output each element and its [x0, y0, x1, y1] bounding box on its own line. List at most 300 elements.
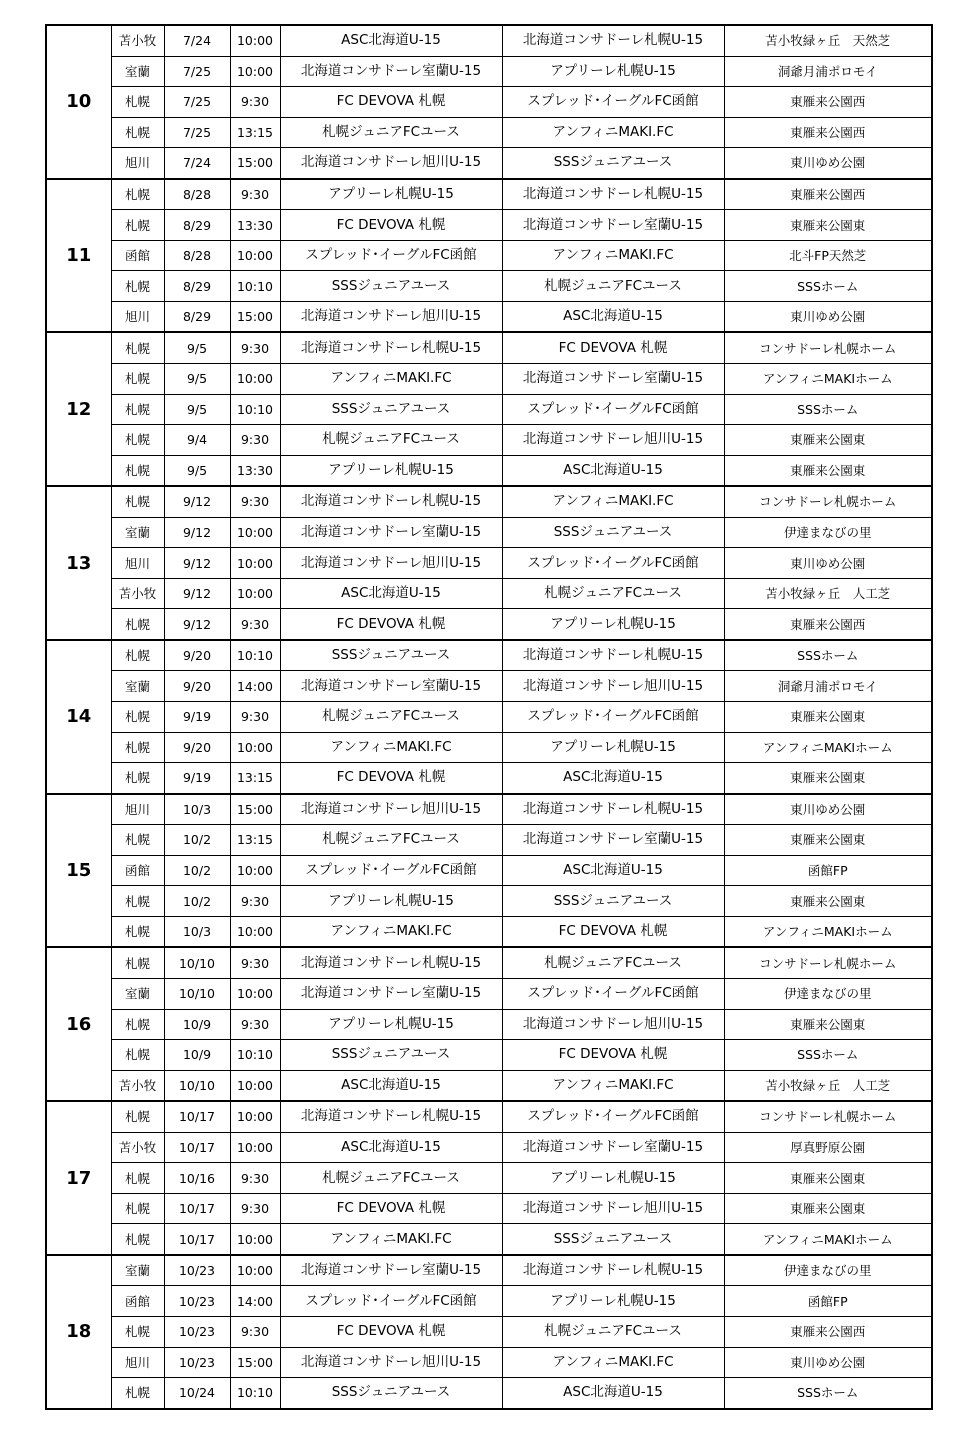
match-date: 10/17: [164, 1132, 230, 1163]
table-row: [46, 301, 932, 332]
area: 札幌: [111, 1040, 164, 1071]
away-team: 北海道コンサドーレ札幌U-15: [502, 25, 724, 56]
area: 札幌: [111, 609, 164, 640]
area: 札幌: [111, 1163, 164, 1194]
match-date: 8/29: [164, 301, 230, 332]
area: 札幌: [111, 87, 164, 118]
away-team: アプリーレ札幌U-15: [502, 609, 724, 640]
table-row: [46, 240, 932, 271]
away-team: 北海道コンサドーレ室蘭U-15: [502, 1132, 724, 1163]
away-team: アプリーレ札幌U-15: [502, 56, 724, 87]
home-team: 北海道コンサドーレ室蘭U-15: [280, 56, 502, 87]
match-date: 10/23: [164, 1347, 230, 1378]
away-team: 北海道コンサドーレ室蘭U-15: [502, 210, 724, 241]
kickoff-time: 10:00: [230, 1070, 280, 1101]
kickoff-time: 9:30: [230, 1163, 280, 1194]
table-row: [46, 1101, 932, 1132]
venue: 東川ゆめ公園: [724, 148, 932, 179]
match-date: 10/24: [164, 1378, 230, 1409]
venue: 北斗FP天然芝: [724, 240, 932, 271]
venue: 東川ゆめ公園: [724, 301, 932, 332]
home-team: SSSジュニアユース: [280, 271, 502, 302]
area: 函館: [111, 240, 164, 271]
match-date: 7/25: [164, 117, 230, 148]
match-date: 10/2: [164, 886, 230, 917]
table-row: [46, 1009, 932, 1040]
area: 札幌: [111, 1378, 164, 1409]
away-team: 北海道コンサドーレ旭川U-15: [502, 671, 724, 702]
venue: 東雁来公園東: [724, 825, 932, 856]
kickoff-time: 15:00: [230, 148, 280, 179]
venue: 苫小牧緑ヶ丘 人工芝: [724, 578, 932, 609]
match-date: 9/20: [164, 640, 230, 671]
away-team: SSSジュニアユース: [502, 1224, 724, 1255]
venue: 東雁来公園西: [724, 609, 932, 640]
home-team: 北海道コンサドーレ札幌U-15: [280, 486, 502, 517]
venue: コンサドーレ札幌ホーム: [724, 1101, 932, 1132]
home-team: スプレッド･イーグルFC函館: [280, 1286, 502, 1317]
area: 札幌: [111, 210, 164, 241]
venue: SSSホーム: [724, 271, 932, 302]
area: 札幌: [111, 179, 164, 210]
kickoff-time: 10:00: [230, 978, 280, 1009]
area: 函館: [111, 855, 164, 886]
away-team: ASC北海道U-15: [502, 1378, 724, 1409]
venue: SSSホーム: [724, 394, 932, 425]
home-team: アンフィニMAKI.FC: [280, 1224, 502, 1255]
match-date: 9/5: [164, 394, 230, 425]
table-row: [46, 855, 932, 886]
kickoff-time: 10:10: [230, 394, 280, 425]
kickoff-time: 10:10: [230, 1378, 280, 1409]
match-date: 10/10: [164, 947, 230, 978]
home-team: 北海道コンサドーレ室蘭U-15: [280, 517, 502, 548]
kickoff-time: 10:00: [230, 1101, 280, 1132]
kickoff-time: 15:00: [230, 794, 280, 825]
table-row: [46, 578, 932, 609]
away-team: 北海道コンサドーレ室蘭U-15: [502, 825, 724, 856]
away-team: アンフィニMAKI.FC: [502, 240, 724, 271]
venue: 函館FP: [724, 1286, 932, 1317]
away-team: SSSジュニアユース: [502, 148, 724, 179]
kickoff-time: 13:30: [230, 210, 280, 241]
home-team: 北海道コンサドーレ室蘭U-15: [280, 671, 502, 702]
area: 札幌: [111, 640, 164, 671]
home-team: 札幌ジュニアFCユース: [280, 702, 502, 733]
home-team: スプレッド･イーグルFC函館: [280, 855, 502, 886]
away-team: アプリーレ札幌U-15: [502, 1163, 724, 1194]
area: 旭川: [111, 794, 164, 825]
kickoff-time: 13:15: [230, 825, 280, 856]
venue: 東雁来公園西: [724, 1316, 932, 1347]
kickoff-time: 9:30: [230, 702, 280, 733]
home-team: アンフィニMAKI.FC: [280, 916, 502, 947]
kickoff-time: 9:30: [230, 179, 280, 210]
home-team: 北海道コンサドーレ旭川U-15: [280, 301, 502, 332]
table-row: [46, 271, 932, 302]
match-date: 10/2: [164, 825, 230, 856]
match-date: 9/12: [164, 517, 230, 548]
table-row: [46, 1040, 932, 1071]
match-date: 10/23: [164, 1316, 230, 1347]
kickoff-time: 10:00: [230, 578, 280, 609]
area: 苫小牧: [111, 578, 164, 609]
area: 札幌: [111, 886, 164, 917]
kickoff-time: 10:00: [230, 240, 280, 271]
table-row: [46, 455, 932, 486]
area: 札幌: [111, 1009, 164, 1040]
area: 札幌: [111, 732, 164, 763]
area: 苫小牧: [111, 1132, 164, 1163]
home-team: SSSジュニアユース: [280, 1378, 502, 1409]
home-team: FC DEVOVA 札幌: [280, 87, 502, 118]
away-team: ASC北海道U-15: [502, 301, 724, 332]
table-row: [46, 1224, 932, 1255]
kickoff-time: 10:00: [230, 916, 280, 947]
table-row: [46, 117, 932, 148]
table-row: [46, 179, 932, 210]
home-team: スプレッド･イーグルFC函館: [280, 240, 502, 271]
table-row: [46, 825, 932, 856]
kickoff-time: 14:00: [230, 671, 280, 702]
table-row: [46, 425, 932, 456]
kickoff-time: 10:00: [230, 732, 280, 763]
venue: 苫小牧緑ヶ丘 人工芝: [724, 1070, 932, 1101]
table-row: [46, 794, 932, 825]
home-team: アプリーレ札幌U-15: [280, 1009, 502, 1040]
match-date: 10/10: [164, 978, 230, 1009]
area: 札幌: [111, 1101, 164, 1132]
area: 室蘭: [111, 671, 164, 702]
table-row: [46, 56, 932, 87]
home-team: 北海道コンサドーレ室蘭U-15: [280, 978, 502, 1009]
match-date: 9/12: [164, 548, 230, 579]
area: 札幌: [111, 425, 164, 456]
home-team: アンフィニMAKI.FC: [280, 364, 502, 395]
table-row: [46, 671, 932, 702]
table-row: [46, 148, 932, 179]
table-row: [46, 394, 932, 425]
kickoff-time: 9:30: [230, 947, 280, 978]
venue: 東雁来公園東: [724, 763, 932, 794]
away-team: アンフィニMAKI.FC: [502, 1347, 724, 1378]
match-date: 9/20: [164, 671, 230, 702]
area: 札幌: [111, 916, 164, 947]
venue: 東雁来公園西: [724, 87, 932, 118]
away-team: 北海道コンサドーレ旭川U-15: [502, 425, 724, 456]
area: 旭川: [111, 148, 164, 179]
table-row: [46, 947, 932, 978]
kickoff-time: 15:00: [230, 1347, 280, 1378]
venue: 東雁来公園東: [724, 1009, 932, 1040]
home-team: ASC北海道U-15: [280, 1132, 502, 1163]
table-row: [46, 1286, 932, 1317]
kickoff-time: 15:00: [230, 301, 280, 332]
away-team: 札幌ジュニアFCユース: [502, 947, 724, 978]
match-date: 8/28: [164, 179, 230, 210]
area: 札幌: [111, 332, 164, 363]
round-number: 11: [46, 179, 111, 333]
away-team: 北海道コンサドーレ札幌U-15: [502, 1255, 724, 1286]
area: 札幌: [111, 394, 164, 425]
away-team: スプレッド･イーグルFC函館: [502, 978, 724, 1009]
venue: 東雁来公園東: [724, 886, 932, 917]
away-team: ASC北海道U-15: [502, 763, 724, 794]
match-date: 7/24: [164, 25, 230, 56]
away-team: スプレッド･イーグルFC函館: [502, 87, 724, 118]
venue: 東雁来公園東: [724, 1193, 932, 1224]
venue: SSSホーム: [724, 640, 932, 671]
kickoff-time: 10:00: [230, 1224, 280, 1255]
kickoff-time: 13:30: [230, 455, 280, 486]
home-team: ASC北海道U-15: [280, 1070, 502, 1101]
area: 札幌: [111, 1316, 164, 1347]
home-team: SSSジュニアユース: [280, 394, 502, 425]
table-row: [46, 517, 932, 548]
match-date: 8/29: [164, 271, 230, 302]
area: 旭川: [111, 1347, 164, 1378]
kickoff-time: 9:30: [230, 425, 280, 456]
table-row: [46, 364, 932, 395]
match-date: 9/20: [164, 732, 230, 763]
kickoff-time: 10:00: [230, 1255, 280, 1286]
home-team: SSSジュニアユース: [280, 1040, 502, 1071]
home-team: 北海道コンサドーレ旭川U-15: [280, 148, 502, 179]
away-team: アンフィニMAKI.FC: [502, 486, 724, 517]
kickoff-time: 10:10: [230, 271, 280, 302]
table-row: [46, 1378, 932, 1409]
venue: SSSホーム: [724, 1378, 932, 1409]
venue: 東雁来公園東: [724, 455, 932, 486]
kickoff-time: 10:00: [230, 1132, 280, 1163]
area: 室蘭: [111, 56, 164, 87]
venue: 東川ゆめ公園: [724, 1347, 932, 1378]
venue: 洞爺月浦ポロモイ: [724, 671, 932, 702]
match-date: 7/24: [164, 148, 230, 179]
home-team: アプリーレ札幌U-15: [280, 886, 502, 917]
home-team: 北海道コンサドーレ札幌U-15: [280, 1101, 502, 1132]
area: 旭川: [111, 301, 164, 332]
kickoff-time: 13:15: [230, 763, 280, 794]
away-team: ASC北海道U-15: [502, 455, 724, 486]
table-row: [46, 1347, 932, 1378]
away-team: スプレッド･イーグルFC函館: [502, 702, 724, 733]
match-date: 9/12: [164, 578, 230, 609]
area: 札幌: [111, 271, 164, 302]
home-team: アプリーレ札幌U-15: [280, 455, 502, 486]
home-team: 札幌ジュニアFCユース: [280, 1163, 502, 1194]
area: 札幌: [111, 1193, 164, 1224]
venue: 東雁来公園西: [724, 179, 932, 210]
away-team: 北海道コンサドーレ札幌U-15: [502, 794, 724, 825]
match-date: 8/28: [164, 240, 230, 271]
table-row: [46, 1070, 932, 1101]
venue: 厚真野原公園: [724, 1132, 932, 1163]
table-row: [46, 486, 932, 517]
match-date: 7/25: [164, 87, 230, 118]
venue: 東雁来公園東: [724, 425, 932, 456]
away-team: 北海道コンサドーレ札幌U-15: [502, 640, 724, 671]
table-row: [46, 332, 932, 363]
table-row: [46, 1132, 932, 1163]
table-row: [46, 1163, 932, 1194]
away-team: アプリーレ札幌U-15: [502, 1286, 724, 1317]
venue: コンサドーレ札幌ホーム: [724, 486, 932, 517]
area: 函館: [111, 1286, 164, 1317]
match-date: 9/12: [164, 486, 230, 517]
kickoff-time: 10:00: [230, 517, 280, 548]
round-number: 13: [46, 486, 111, 640]
home-team: 札幌ジュニアFCユース: [280, 425, 502, 456]
area: 札幌: [111, 486, 164, 517]
away-team: FC DEVOVA 札幌: [502, 1040, 724, 1071]
area: 札幌: [111, 1224, 164, 1255]
kickoff-time: 10:00: [230, 56, 280, 87]
table-row: [46, 1255, 932, 1286]
match-date: 10/3: [164, 794, 230, 825]
kickoff-time: 9:30: [230, 332, 280, 363]
home-team: ASC北海道U-15: [280, 25, 502, 56]
match-date: 9/5: [164, 364, 230, 395]
area: 札幌: [111, 117, 164, 148]
match-date: 8/29: [164, 210, 230, 241]
round-number: 14: [46, 640, 111, 794]
match-date: 9/5: [164, 455, 230, 486]
match-date: 9/4: [164, 425, 230, 456]
venue: アンフィニMAKIホーム: [724, 1224, 932, 1255]
kickoff-time: 9:30: [230, 1009, 280, 1040]
match-date: 10/17: [164, 1193, 230, 1224]
away-team: FC DEVOVA 札幌: [502, 332, 724, 363]
venue: 函館FP: [724, 855, 932, 886]
venue: 伊達まなびの里: [724, 517, 932, 548]
area: 札幌: [111, 763, 164, 794]
away-team: 札幌ジュニアFCユース: [502, 271, 724, 302]
match-date: 10/3: [164, 916, 230, 947]
home-team: 札幌ジュニアFCユース: [280, 825, 502, 856]
match-date: 10/23: [164, 1286, 230, 1317]
away-team: 北海道コンサドーレ旭川U-15: [502, 1009, 724, 1040]
table-row: [46, 702, 932, 733]
away-team: 北海道コンサドーレ室蘭U-15: [502, 364, 724, 395]
kickoff-time: 10:00: [230, 25, 280, 56]
round-number: 15: [46, 794, 111, 948]
venue: 東雁来公園東: [724, 702, 932, 733]
away-team: FC DEVOVA 札幌: [502, 916, 724, 947]
kickoff-time: 9:30: [230, 1316, 280, 1347]
area: 旭川: [111, 548, 164, 579]
area: 苫小牧: [111, 25, 164, 56]
kickoff-time: 9:30: [230, 486, 280, 517]
home-team: SSSジュニアユース: [280, 640, 502, 671]
home-team: FC DEVOVA 札幌: [280, 1316, 502, 1347]
kickoff-time: 9:30: [230, 886, 280, 917]
away-team: アプリーレ札幌U-15: [502, 732, 724, 763]
kickoff-time: 9:30: [230, 1193, 280, 1224]
venue: 伊達まなびの里: [724, 1255, 932, 1286]
away-team: アンフィニMAKI.FC: [502, 117, 724, 148]
match-date: 10/9: [164, 1040, 230, 1071]
match-date: 10/17: [164, 1224, 230, 1255]
table-row: [46, 886, 932, 917]
match-date: 9/5: [164, 332, 230, 363]
home-team: アプリーレ札幌U-15: [280, 179, 502, 210]
match-date: 10/9: [164, 1009, 230, 1040]
home-team: 北海道コンサドーレ札幌U-15: [280, 332, 502, 363]
table-row: [46, 732, 932, 763]
away-team: 北海道コンサドーレ旭川U-15: [502, 1193, 724, 1224]
match-date: 7/25: [164, 56, 230, 87]
home-team: 札幌ジュニアFCユース: [280, 117, 502, 148]
kickoff-time: 14:00: [230, 1286, 280, 1317]
match-date: 9/12: [164, 609, 230, 640]
kickoff-time: 10:00: [230, 548, 280, 579]
away-team: スプレッド･イーグルFC函館: [502, 394, 724, 425]
match-schedule-table: [45, 24, 933, 1410]
home-team: FC DEVOVA 札幌: [280, 210, 502, 241]
venue: 洞爺月浦ポロモイ: [724, 56, 932, 87]
area: 札幌: [111, 455, 164, 486]
match-date: 9/19: [164, 763, 230, 794]
area: 札幌: [111, 947, 164, 978]
area: 札幌: [111, 825, 164, 856]
away-team: スプレッド･イーグルFC函館: [502, 548, 724, 579]
venue: 東川ゆめ公園: [724, 794, 932, 825]
table-row: [46, 763, 932, 794]
table-row: [46, 1193, 932, 1224]
match-date: 9/19: [164, 702, 230, 733]
match-date: 10/2: [164, 855, 230, 886]
home-team: ASC北海道U-15: [280, 578, 502, 609]
venue: 東川ゆめ公園: [724, 548, 932, 579]
area: 室蘭: [111, 978, 164, 1009]
match-date: 10/17: [164, 1101, 230, 1132]
away-team: アンフィニMAKI.FC: [502, 1070, 724, 1101]
venue: 東雁来公園西: [724, 117, 932, 148]
kickoff-time: 10:00: [230, 855, 280, 886]
venue: アンフィニMAKIホーム: [724, 732, 932, 763]
home-team: 北海道コンサドーレ旭川U-15: [280, 548, 502, 579]
round-number: 12: [46, 332, 111, 486]
match-date: 10/23: [164, 1255, 230, 1286]
table-row: [46, 609, 932, 640]
table-row: [46, 1316, 932, 1347]
home-team: 北海道コンサドーレ旭川U-15: [280, 794, 502, 825]
round-number: 16: [46, 947, 111, 1101]
round-number: 17: [46, 1101, 111, 1255]
area: 室蘭: [111, 1255, 164, 1286]
home-team: FC DEVOVA 札幌: [280, 763, 502, 794]
away-team: SSSジュニアユース: [502, 517, 724, 548]
kickoff-time: 9:30: [230, 87, 280, 118]
kickoff-time: 10:10: [230, 1040, 280, 1071]
home-team: 北海道コンサドーレ室蘭U-15: [280, 1255, 502, 1286]
away-team: 札幌ジュニアFCユース: [502, 578, 724, 609]
table-row: [46, 25, 932, 56]
table-row: [46, 87, 932, 118]
venue: 苫小牧緑ヶ丘 天然芝: [724, 25, 932, 56]
away-team: ASC北海道U-15: [502, 855, 724, 886]
round-number: 10: [46, 25, 111, 179]
home-team: FC DEVOVA 札幌: [280, 609, 502, 640]
venue: 東雁来公園東: [724, 210, 932, 241]
kickoff-time: 10:10: [230, 640, 280, 671]
schedule-body: [46, 25, 932, 1409]
table-row: [46, 978, 932, 1009]
table-row: [46, 548, 932, 579]
match-date: 10/10: [164, 1070, 230, 1101]
venue: 東雁来公園東: [724, 1163, 932, 1194]
